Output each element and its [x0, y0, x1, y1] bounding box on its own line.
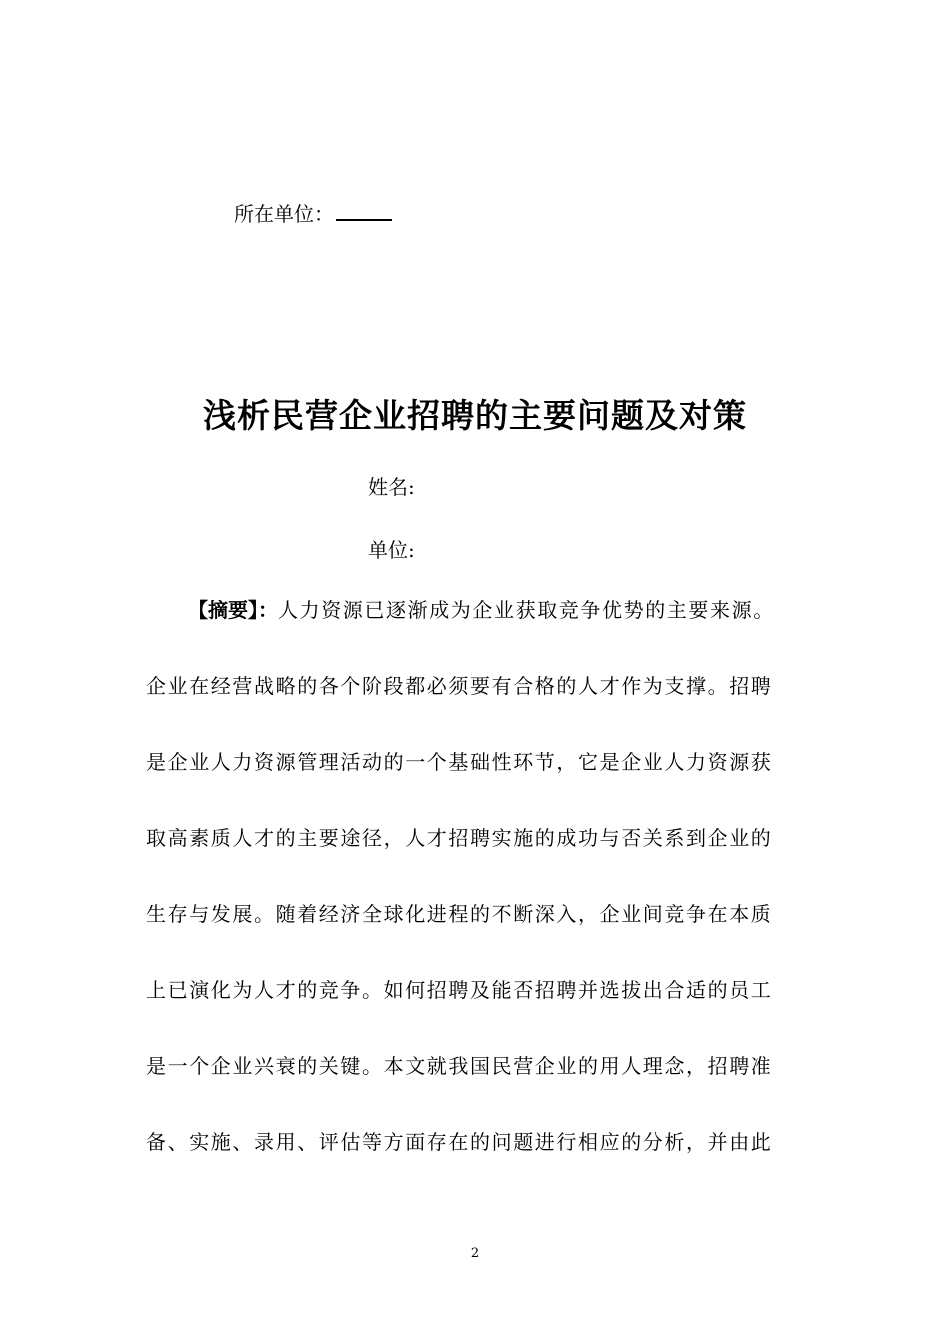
affiliation-label: 所在单位：	[234, 202, 334, 226]
document-title: 浅析民营企业招聘的主要问题及对策	[203, 396, 747, 435]
abstract-line: 上已演化为人才的竞争。如何招聘及能否招聘并选拔出合适的员工	[146, 978, 773, 1002]
abstract-line: 企业在经营战略的各个阶段都必须要有合格的人才作为支撑。招聘	[146, 674, 773, 698]
abstract-label: 【摘要】：	[188, 598, 278, 622]
abstract-line-text: 人力资源已逐渐成为企业获取竞争优势的主要来源。	[278, 598, 775, 622]
affiliation-line	[234, 199, 392, 229]
affiliation-blank	[336, 199, 392, 221]
author-name-label: 姓名:	[368, 475, 415, 499]
author-unit-label: 单位:	[368, 538, 415, 562]
abstract-line	[146, 590, 826, 666]
abstract-line: 备、实施、录用、评估等方面存在的问题进行相应的分析，并由此	[146, 1130, 773, 1154]
abstract-line: 是企业人力资源管理活动的一个基础性环节，它是企业人力资源获	[146, 750, 773, 774]
abstract-line: 生存与发展。随着经济全球化进程的不断深入，企业间竞争在本质	[146, 902, 773, 926]
page-number: 2	[470, 1246, 480, 1261]
abstract-line: 取高素质人才的主要途径，人才招聘实施的成功与否关系到企业的	[146, 826, 773, 850]
abstract-paragraph	[146, 590, 826, 1198]
abstract-line: 是一个企业兴衰的关键。本文就我国民营企业的用人理念，招聘准	[146, 1054, 773, 1078]
